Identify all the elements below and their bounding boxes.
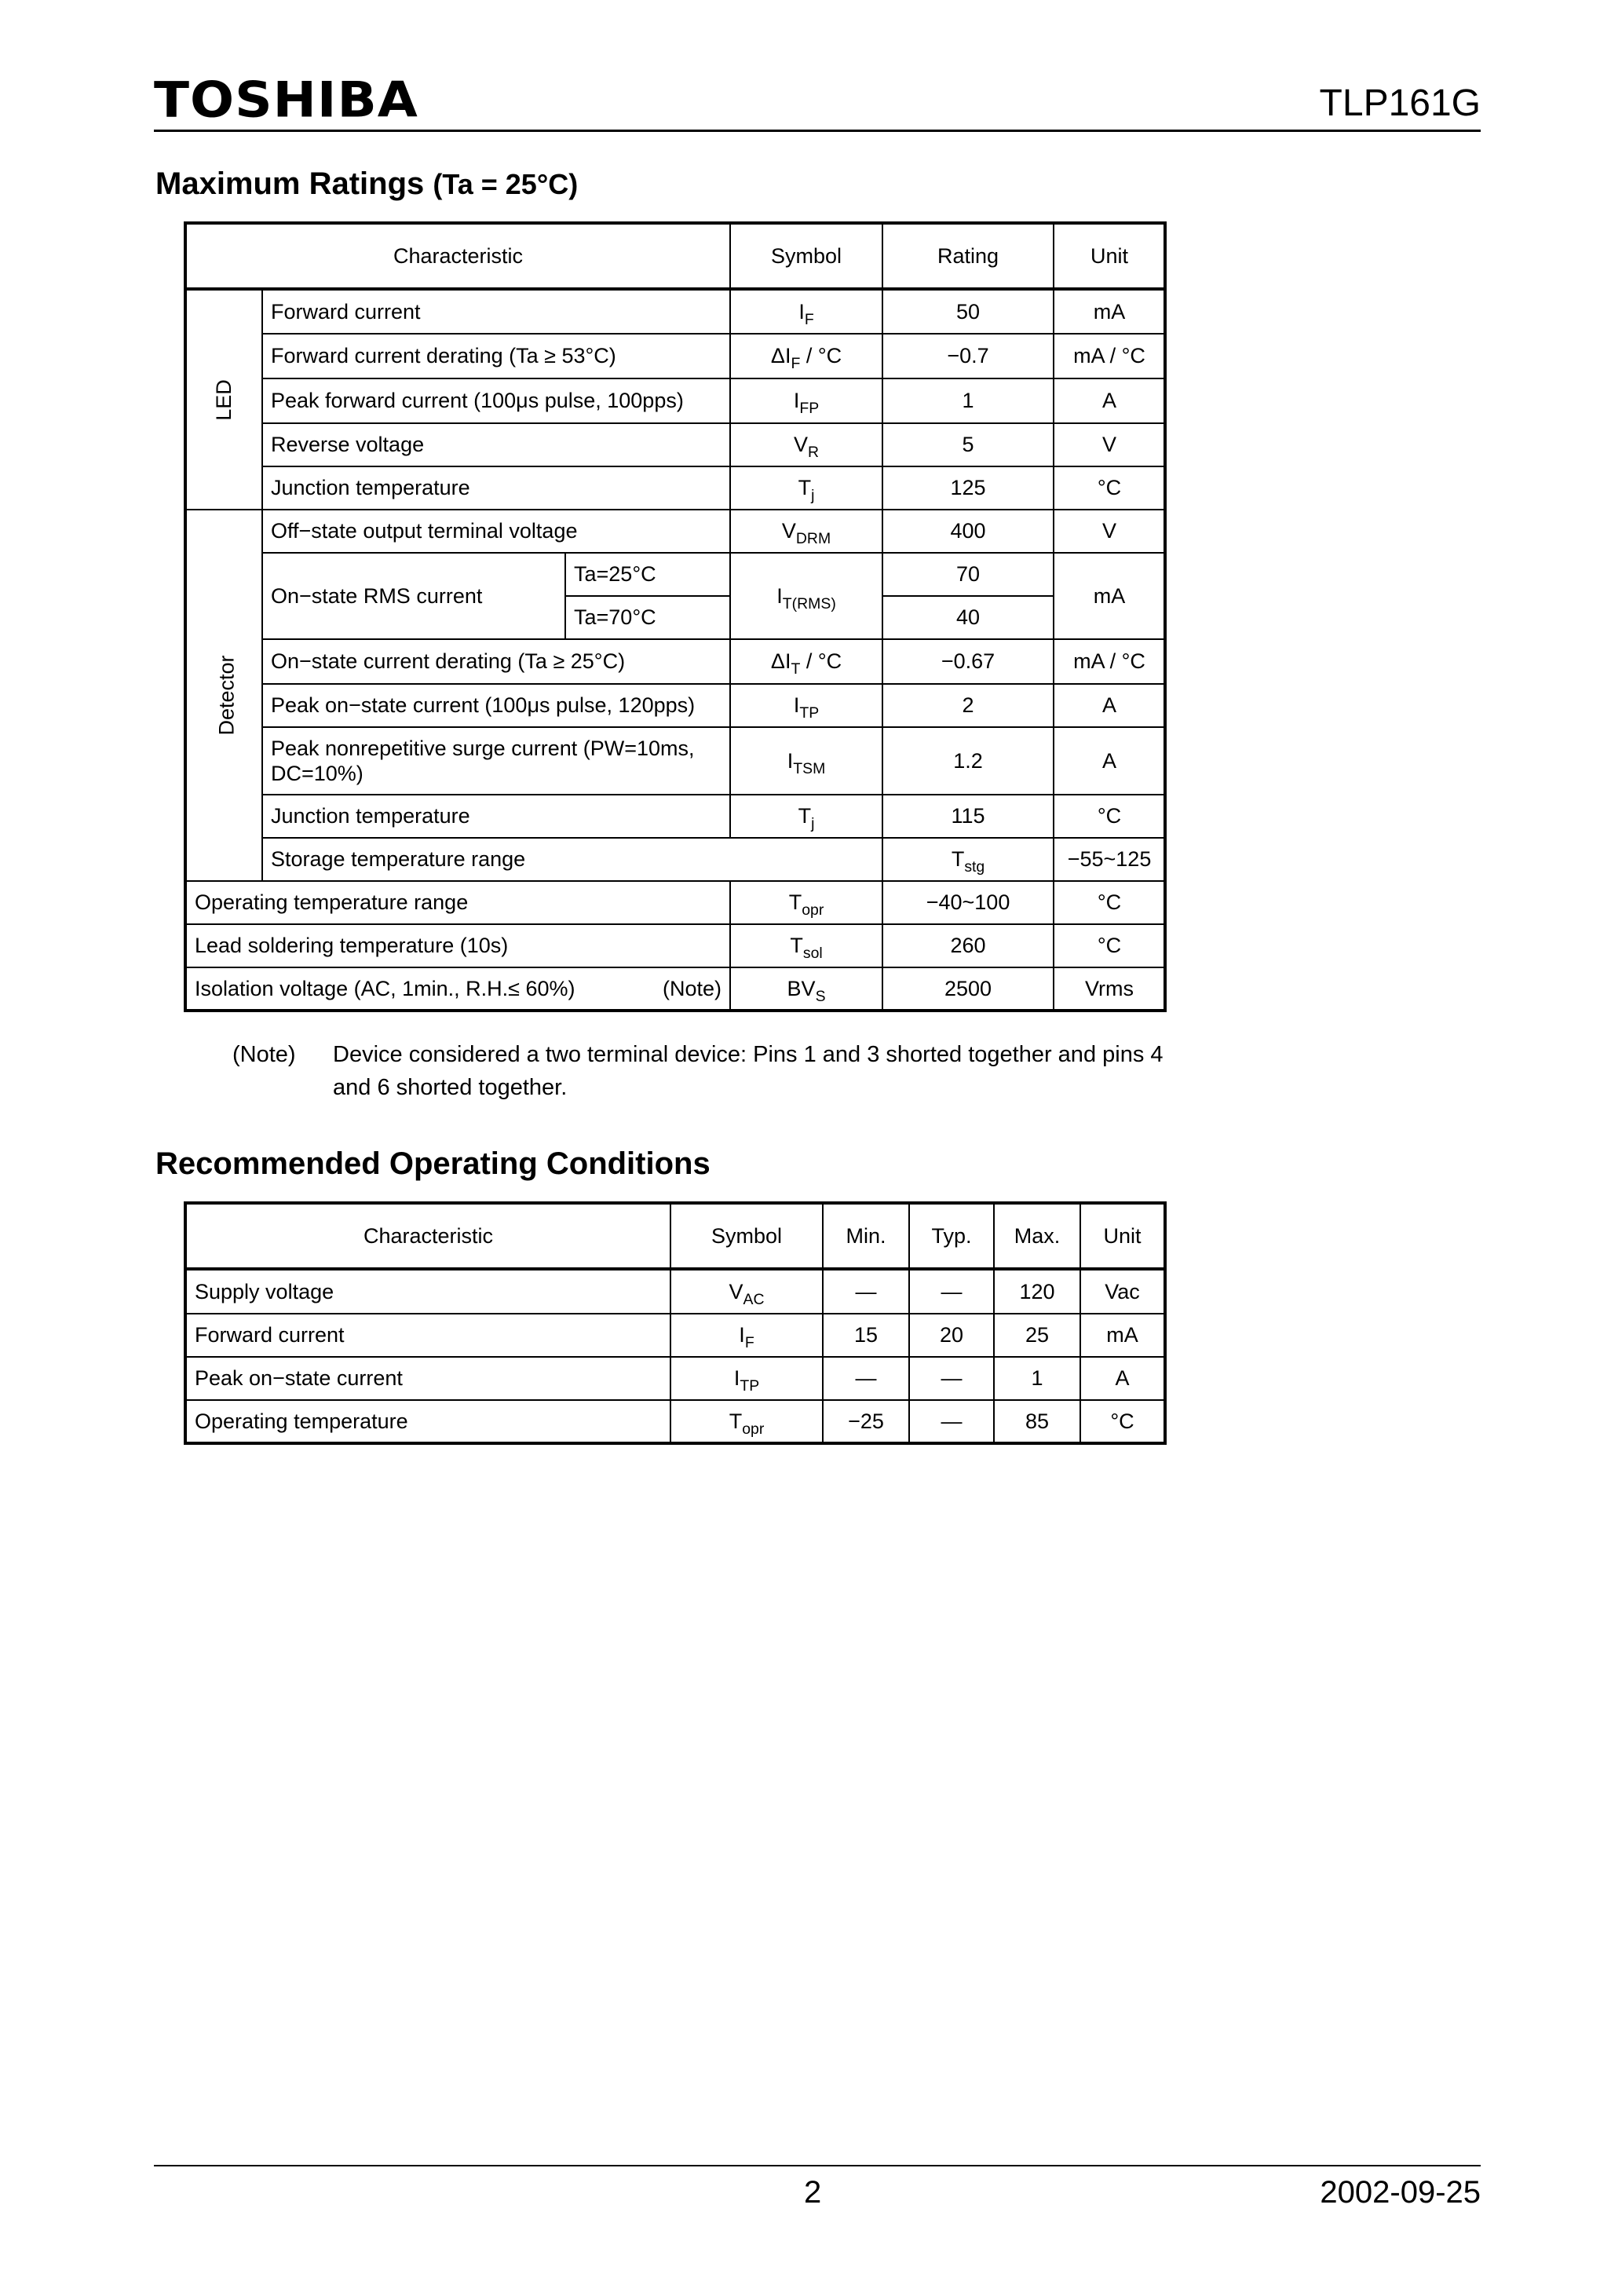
- row-rating: 400: [882, 510, 1054, 553]
- col-header-typ: Typ.: [909, 1203, 994, 1269]
- row-min: —: [823, 1357, 909, 1400]
- row-rating: −40~100: [882, 881, 1054, 924]
- row-unit: Vrms: [1054, 967, 1165, 1011]
- row-rating: 70: [882, 553, 1054, 596]
- row-unit: A: [1080, 1357, 1165, 1400]
- row-condition: Ta=70°C: [565, 596, 730, 639]
- max-ratings-table: [184, 221, 1167, 1012]
- row-rating: 115: [882, 795, 1054, 838]
- row-min: −25: [823, 1400, 909, 1443]
- row-characteristic: Lead soldering temperature (10s): [185, 924, 730, 967]
- row-rating: 1.2: [882, 727, 1054, 795]
- row-symbol: $V_{DRM}$: [730, 510, 882, 553]
- row-symbol: $BV_S$: [730, 967, 882, 1011]
- table-row: [185, 334, 1165, 378]
- note-line-2: and 6 shorted together.: [333, 1075, 568, 1100]
- row-symbol: $V_{AC}$: [670, 1269, 823, 1314]
- row-characteristic: Peak on−state current: [185, 1357, 670, 1400]
- row-symbol: $I_{TSM}$: [730, 727, 882, 795]
- row-condition: Ta=25°C: [565, 553, 730, 596]
- col-header-symbol: Symbol: [670, 1203, 823, 1269]
- row-unit: °C: [1080, 1400, 1165, 1443]
- row-rating: −0.7: [882, 334, 1054, 378]
- max-ratings-title-main: Maximum Ratings: [155, 166, 425, 201]
- table-row: [185, 967, 1165, 1011]
- table-header-row: [185, 223, 1165, 289]
- group-label-detector: Detector: [185, 510, 262, 881]
- row-typ: —: [909, 1400, 994, 1443]
- header-divider: [154, 130, 1481, 132]
- table-header-row: [185, 1203, 1165, 1269]
- row-characteristic: [185, 967, 730, 1011]
- row-symbol: $T_{opr}$: [670, 1400, 823, 1443]
- table-row: [185, 727, 1165, 795]
- row-max: 25: [994, 1314, 1080, 1357]
- table-row: [185, 795, 1165, 838]
- row-unit: °C: [1054, 924, 1165, 967]
- row-symbol: $I_{FP}$: [730, 378, 882, 423]
- col-header-unit: Unit: [1054, 223, 1165, 289]
- row-symbol: $T_{stg}$: [882, 838, 1054, 881]
- row-rating: 260: [882, 924, 1054, 967]
- row-unit: mA / °C: [1054, 334, 1165, 378]
- toshiba-logo: TOSHIBA: [154, 71, 418, 129]
- col-header-characteristic: Characteristic: [185, 1203, 670, 1269]
- table-row: [185, 466, 1165, 510]
- col-header-unit: Unit: [1080, 1203, 1165, 1269]
- table-row: [185, 1357, 1165, 1400]
- row-rating: 2: [882, 684, 1054, 727]
- row-characteristic: Operating temperature range: [185, 881, 730, 924]
- col-header-min: Min.: [823, 1203, 909, 1269]
- row-rating: 125: [882, 466, 1054, 510]
- row-characteristic: Peak forward current (100μs pulse, 100pps): [262, 378, 730, 423]
- row-characteristic: Forward current: [185, 1314, 670, 1357]
- row-typ: 20: [909, 1314, 994, 1357]
- row-rating: 1: [882, 378, 1054, 423]
- table-row: [185, 1269, 1165, 1314]
- row-unit: mA: [1080, 1314, 1165, 1357]
- table-row: [185, 881, 1165, 924]
- row-unit: V: [1054, 510, 1165, 553]
- row-max: 120: [994, 1269, 1080, 1314]
- row-unit: °C: [1054, 466, 1165, 510]
- row-unit: A: [1054, 727, 1165, 795]
- row-characteristic: Reverse voltage: [262, 423, 730, 466]
- row-min: —: [823, 1269, 909, 1314]
- row-symbol: $I_{T(RMS)}$: [730, 553, 882, 639]
- row-rating: −55~125: [1054, 838, 1165, 881]
- col-header-characteristic: Characteristic: [185, 223, 730, 289]
- table-row: [185, 378, 1165, 423]
- row-characteristic-text: Isolation voltage (AC, 1min., R.H.≤ 60%): [195, 976, 575, 1000]
- col-header-max: Max.: [994, 1203, 1080, 1269]
- footer-date: 2002-09-25: [1320, 2175, 1481, 2210]
- note-text: [333, 1038, 1275, 1104]
- max-ratings-title-condition: (Ta = 25°C): [433, 168, 579, 200]
- table-row: [185, 838, 1165, 881]
- row-min: 15: [823, 1314, 909, 1357]
- rec-conditions-table: [184, 1201, 1167, 1445]
- note-line-1: Device considered a two terminal device: Pins 1 and 3 shorted together and pins 4: [333, 1042, 1164, 1067]
- table-row: [185, 423, 1165, 466]
- row-characteristic: On−state current derating (Ta ≥ 25°C): [262, 639, 730, 684]
- row-unit: mA: [1054, 289, 1165, 334]
- rec-conditions-title: Recommended Operating Conditions: [155, 1146, 711, 1181]
- page-number: 2: [804, 2175, 822, 2210]
- row-characteristic: Peak on−state current (100μs pulse, 120pps): [262, 684, 730, 727]
- row-symbol: $T_{sol}$: [730, 924, 882, 967]
- row-symbol: $I_{TP}$: [670, 1357, 823, 1400]
- row-symbol: $I_{TP}$: [730, 684, 882, 727]
- row-characteristic: Junction temperature: [262, 466, 730, 510]
- row-rating: −0.67: [882, 639, 1054, 684]
- col-header-rating: Rating: [882, 223, 1054, 289]
- table-row: [185, 1314, 1165, 1357]
- row-characteristic: Off−state output terminal voltage: [262, 510, 730, 553]
- table-row: [185, 1400, 1165, 1443]
- row-symbol: $I_F$: [670, 1314, 823, 1357]
- row-symbol: $T_j$: [730, 466, 882, 510]
- table-row: [185, 639, 1165, 684]
- row-unit: V: [1054, 423, 1165, 466]
- row-symbol: $I_F$: [730, 289, 882, 334]
- row-characteristic-note: (Note): [663, 976, 722, 1000]
- row-unit: Vac: [1080, 1269, 1165, 1314]
- row-rating: 5: [882, 423, 1054, 466]
- row-unit: °C: [1054, 795, 1165, 838]
- row-rating: 2500: [882, 967, 1054, 1011]
- row-symbol: $\Delta I_F / ^\circ C$: [730, 334, 882, 378]
- row-unit: A: [1054, 378, 1165, 423]
- row-rating: 50: [882, 289, 1054, 334]
- part-number: TLP161G: [1319, 82, 1481, 124]
- row-max: 1: [994, 1357, 1080, 1400]
- row-characteristic: Forward current: [262, 289, 730, 334]
- table-row: [185, 684, 1165, 727]
- row-characteristic: Supply voltage: [185, 1269, 670, 1314]
- table-row: [185, 510, 1165, 553]
- row-typ: —: [909, 1269, 994, 1314]
- table-row: [185, 553, 1165, 596]
- note-label: (Note): [232, 1042, 296, 1067]
- row-characteristic: Peak nonrepetitive surge current (PW=10ms, DC=10%): [262, 727, 730, 795]
- row-unit: A: [1054, 684, 1165, 727]
- row-characteristic: Operating temperature: [185, 1400, 670, 1443]
- row-max: 85: [994, 1400, 1080, 1443]
- col-header-symbol: Symbol: [730, 223, 882, 289]
- row-typ: —: [909, 1357, 994, 1400]
- group-label-led: LED: [185, 289, 262, 510]
- row-symbol: $V_R$: [730, 423, 882, 466]
- row-symbol: $T_{opr}$: [730, 881, 882, 924]
- row-symbol: $\Delta I_T / ^\circ C$: [730, 639, 882, 684]
- max-ratings-title: [155, 168, 578, 199]
- row-unit: mA: [1054, 553, 1165, 639]
- row-characteristic: On−state RMS current: [262, 553, 565, 639]
- footer-divider: [154, 2165, 1481, 2166]
- row-rating: 40: [882, 596, 1054, 639]
- row-characteristic: Junction temperature: [262, 795, 730, 838]
- row-characteristic: Forward current derating (Ta ≥ 53°C): [262, 334, 730, 378]
- row-symbol: $T_j$: [730, 795, 882, 838]
- row-unit: mA / °C: [1054, 639, 1165, 684]
- row-unit: °C: [1054, 881, 1165, 924]
- row-characteristic: Storage temperature range: [262, 838, 882, 881]
- table-row: [185, 924, 1165, 967]
- table-row: [185, 289, 1165, 334]
